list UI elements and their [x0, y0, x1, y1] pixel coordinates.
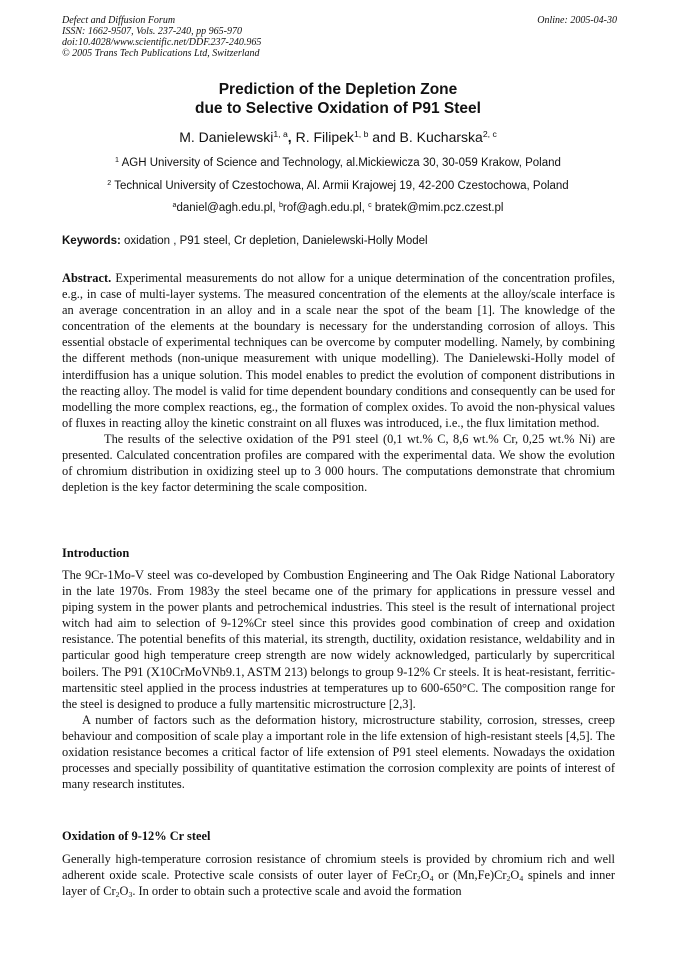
- abstract-text-1: Experimental measurements do not allow for a unique determination of the concentration profiles, e.g., in case of multi-layer systems. The measured concentration of the elements at the alloy/scale interface is an average concentration in an alloy and in a scale near the spot of the beam [1]. The knowledge of the concentration of the elements at the boundary is necessary for the understanding corrosion of alloys. This essential obstacle of experimental techniques can be overcome by computer modelling. Namely, by combining the different methods (non-unique measurement with unique modelling). The Danielewski-Holly model of interdiffusion has a unique solution. This model enables to predict the evolution of component distributions in the reacting alloy. The model is valid for time dependent boundary conditions and consequently can be used for modelling the more complex reactions, eg., the formation of complex oxides. To avoid the non-physical values of fluxes in reacting alloy the kinetic constraint on all fluxes was introduced, i.e., the flux limitation method.: [62, 271, 615, 430]
- author-2: R. Filipek: [295, 129, 354, 145]
- doi-line: doi:10.4028/www.scientific.net/DDF.237-240.965: [62, 37, 262, 48]
- author-list: [60, 129, 616, 146]
- oxidation-text-5: spinels and inner layer of Cr: [62, 868, 615, 899]
- journal-header: [62, 15, 617, 59]
- email-c-mark: c: [368, 201, 372, 210]
- issn-line: ISSN: 1662-9507, Vols. 237-240, pp 965-970: [62, 26, 242, 37]
- keywords-label: Keywords:: [62, 235, 121, 247]
- oxidation-body: [62, 851, 615, 899]
- subscript: 4: [519, 874, 524, 884]
- introduction-paragraph-1: The 9Cr-1Mo-V steel was co-developed by Combustion Engineering and The Oak Ridge National Laboratory in the late 1970s. From 1983y the steel became one of the primary for applications in pressure vessel and piping system in the power plants and petrochemical industries. This steel is the result of international project witch had aim to selection of 9-12%Cr steel since this provides good combination of creep and oxidation resistance. The potential benefits of this material, its strength, ductility, oxidation resistance, weldability and in particular good high temperature creep strength are now widely acknowledged, particularly by supercritical boilers. The P91 (X10CrMoVNb9.1, ASTM 213) belongs to group 9-12% Cr steels. It is heat-resistant, ferritic-martensitic steel applied in the process industries at temperatures up to 600-650°C. The composition range for the steel is designed to produce a fully martensitic microstructure [2,3].: [62, 568, 615, 711]
- title-line-1: Prediction of the Depletion Zone: [218, 81, 458, 98]
- introduction-heading: Introduction: [62, 546, 130, 560]
- oxidation-text-2: O: [420, 868, 430, 883]
- affiliation-1-text: AGH University of Science and Technology, al.Mickiewicza 30, 30-059 Krakow, Poland: [119, 157, 561, 169]
- subscript: 3: [128, 890, 133, 900]
- affiliation-1: [60, 156, 616, 170]
- title-line-2: due to Selective Oxidation of P91 Steel: [195, 100, 481, 117]
- subscript: 2: [115, 890, 120, 900]
- affiliation-2: [60, 179, 616, 193]
- keywords-text: oxidation , P91 steel, Cr depletion, Danielewski-Holly Model: [120, 235, 428, 247]
- affiliation-2-mark: 2: [107, 179, 112, 188]
- email-c: bratek@mim.pcz.czest.pl: [371, 202, 504, 214]
- author-separator-2: and: [368, 129, 400, 145]
- email-b-mark: b: [278, 201, 283, 210]
- oxidation-text-4: O: [510, 868, 520, 883]
- email-line: [60, 201, 616, 215]
- keywords: [62, 234, 617, 248]
- email-a-mark: a: [172, 201, 177, 210]
- author-1: M. Danielewski: [179, 129, 274, 145]
- email-b: rof@agh.edu.pl,: [282, 202, 369, 214]
- oxidation-text-1: Generally high-temperature corrosion resistance of chromium steels is provided by chromium rich and well adherent oxide scale. Protective scale consists of outer layer of FeCr: [62, 852, 615, 883]
- introduction-body: [62, 567, 615, 792]
- introduction-paragraph-2: A number of factors such as the deformation history, microstructure stability, corrosion, stresses, creep behaviour and composition of scale play a important role in the life extension of high-resistant steels [4,5]. The oxidation resistance becomes a critical factor of life extension of P91 steel elements. Nowadays the oxidation processes and specially possibility of quantitative estimation the corrosion complexity are points of interest of many research institutes.: [62, 712, 615, 792]
- copyright-line: © 2005 Trans Tech Publications Ltd, Switzerland: [62, 48, 260, 59]
- abstract-paragraph-2: The results of the selective oxidation of the P91 steel (0,1 wt.% C, 8,6 wt.% Cr, 0,25 wt.% Ni) are presented. Calculated concentration profiles are compared with the experimental data. We show the evolution of chromium distribution in oxidizing steel up to 3 000 hours. The computations demonstrate that chromium depletion is the key factor determining the scale composition.: [62, 431, 615, 495]
- oxidation-heading: Oxidation of 9-12% Cr steel: [62, 829, 211, 843]
- email-a: daniel@agh.edu.pl,: [176, 202, 279, 214]
- paper-title: [60, 80, 616, 118]
- abstract-paragraph-1: [62, 270, 615, 431]
- oxidation-paragraph-1: [62, 851, 615, 899]
- author-3-affiliation: 2, c: [482, 129, 497, 140]
- affiliation-2-text: Technical University of Czestochowa, Al. Armii Krajowej 19, 42-200 Czestochowa, Poland: [111, 180, 569, 192]
- abstract-label: Abstract.: [62, 271, 112, 285]
- oxidation-text-7: . In order to obtain such a protective scale and avoid the formation: [132, 884, 462, 899]
- subscript: 4: [429, 874, 434, 884]
- abstract: [62, 270, 615, 495]
- subscript: 2: [416, 874, 421, 884]
- journal-name: Defect and Diffusion Forum: [62, 15, 176, 26]
- author-1-affiliation: 1, a: [273, 129, 288, 140]
- author-3: B. Kucharska: [399, 129, 483, 145]
- online-date: Online: 2005-04-30: [537, 15, 617, 26]
- affiliation-1-mark: 1: [115, 156, 120, 165]
- author-separator-1: ,: [287, 129, 296, 145]
- oxidation-text-6: O: [119, 884, 129, 899]
- oxidation-text-3: or (Mn,Fe)Cr: [433, 868, 507, 883]
- author-2-affiliation: 1, b: [353, 129, 369, 140]
- subscript: 2: [506, 874, 511, 884]
